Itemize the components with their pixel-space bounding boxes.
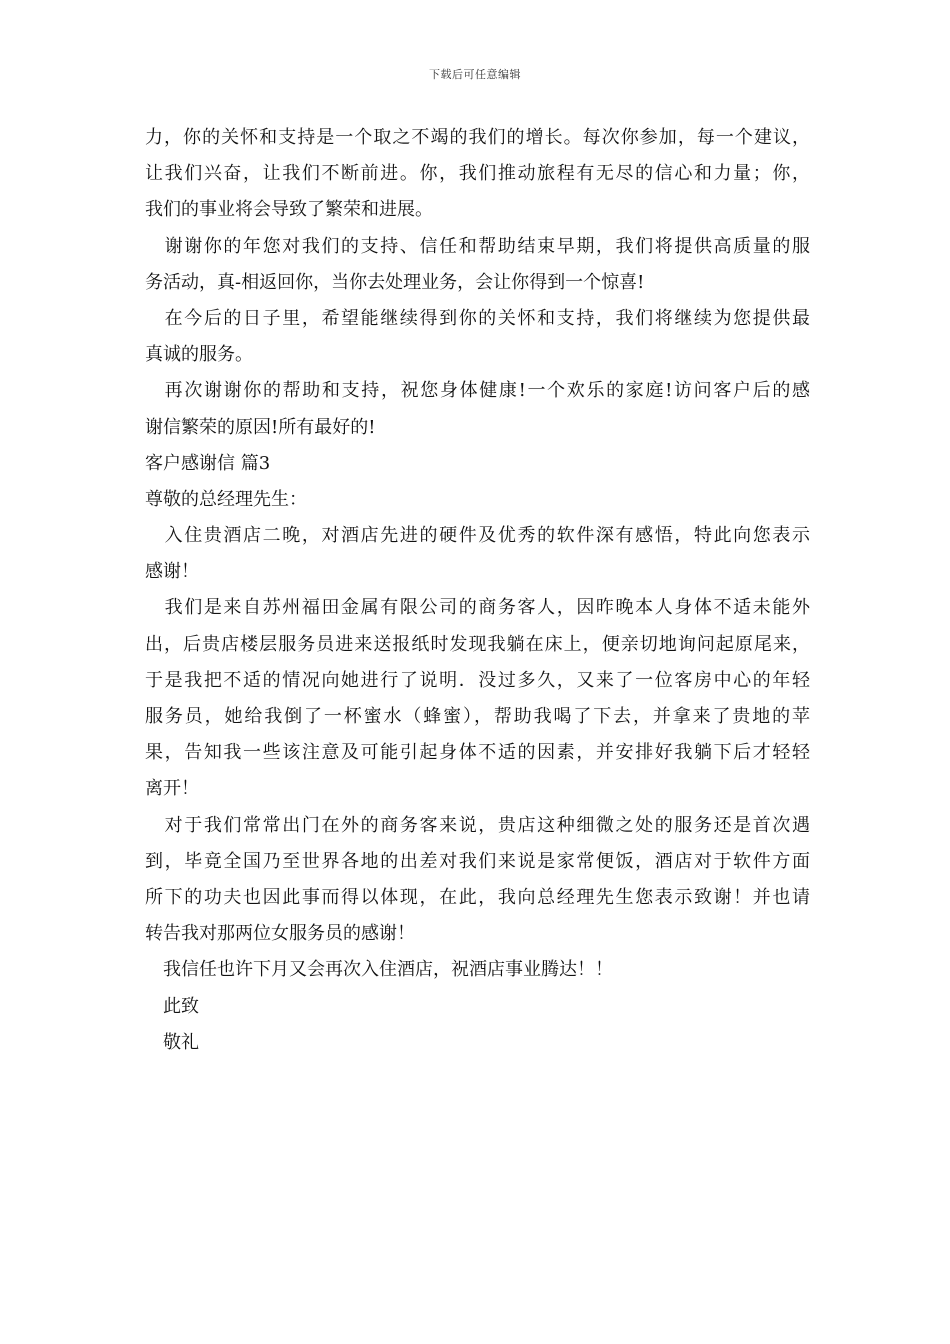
salutation: 尊敬的总经理先生：: [145, 488, 307, 510]
section-heading: 客户感谢信 篇3: [145, 452, 271, 474]
text-line: 我们是来自苏州福田金属有限公司的商务客人，因昨晚本人身体不适未能外: [145, 597, 810, 619]
letter-body: [145, 120, 810, 1061]
text-line: 再次谢谢你的帮助和支持，祝您身体健康!一个欢乐的家庭!访问客户后的感: [145, 380, 810, 402]
text-line: 转告我对那两位女服务员的感谢！: [145, 923, 415, 945]
text-line: 务活动，真-相返回你，当你去处理业务，会让你得到一个惊喜!: [145, 271, 645, 293]
text-line: 真诚的服务。: [145, 344, 253, 366]
text-line: 我信任也许下月又会再次入住酒店，祝酒店事业腾达！！: [145, 959, 613, 981]
text-line: 入住贵酒店二晚，对酒店先进的硬件及优秀的软件深有感悟，特此向您表示: [145, 525, 810, 547]
text-line: 我们的事业将会导致了繁荣和进展。: [145, 199, 433, 221]
text-line: 谢谢你的年您对我们的支持、信任和帮助结束早期，我们将提供高质量的服: [145, 235, 810, 257]
text-line: 所下的功夫也因此事而得以体现，在此，我向总经理先生您表示致谢！并也请: [145, 886, 810, 908]
page-header: 下载后可任意编辑: [429, 68, 521, 81]
text-line: 力，你的关怀和支持是一个取之不竭的我们的增长。每次你参加，每一个建议，: [145, 127, 810, 148]
text-line: 出，后贵店楼层服务员进来送报纸时发现我躺在床上，便亲切地询问起原尾来，: [145, 633, 810, 655]
text-line: 在今后的日子里，希望能继续得到你的关怀和支持，我们将继续为您提供最: [145, 307, 810, 329]
closing-line: 此致: [145, 995, 199, 1017]
text-line: 对于我们常常出门在外的商务客来说，贵店这种细微之处的服务还是首次遇: [145, 814, 810, 836]
closing-line: 敬礼: [145, 1031, 199, 1053]
text-line: 服务员，她给我倒了一杯蜜水（蜂蜜），帮助我喝了下去，并拿来了贵地的苹: [145, 706, 810, 727]
text-line: 于是我把不适的情况向她进行了说明．没过多久，又来了一位客房中心的年轻: [145, 669, 810, 691]
text-line: 感谢！: [145, 561, 199, 583]
text-line: 果，告知我一些该注意及可能引起身体不适的因素，并安排好我躺下后才轻轻: [145, 742, 810, 764]
text-line: 离开！: [145, 778, 199, 800]
text-line: 谢信繁荣的原因!所有最好的!: [145, 416, 376, 438]
text-line: 到，毕竟全国乃至世界各地的出差对我们来说是家常便饭，酒店对于软件方面: [145, 850, 810, 872]
text-line: 让我们兴奋，让我们不断前进。你，我们推动旅程有无尽的信心和力量；你，: [145, 163, 810, 185]
